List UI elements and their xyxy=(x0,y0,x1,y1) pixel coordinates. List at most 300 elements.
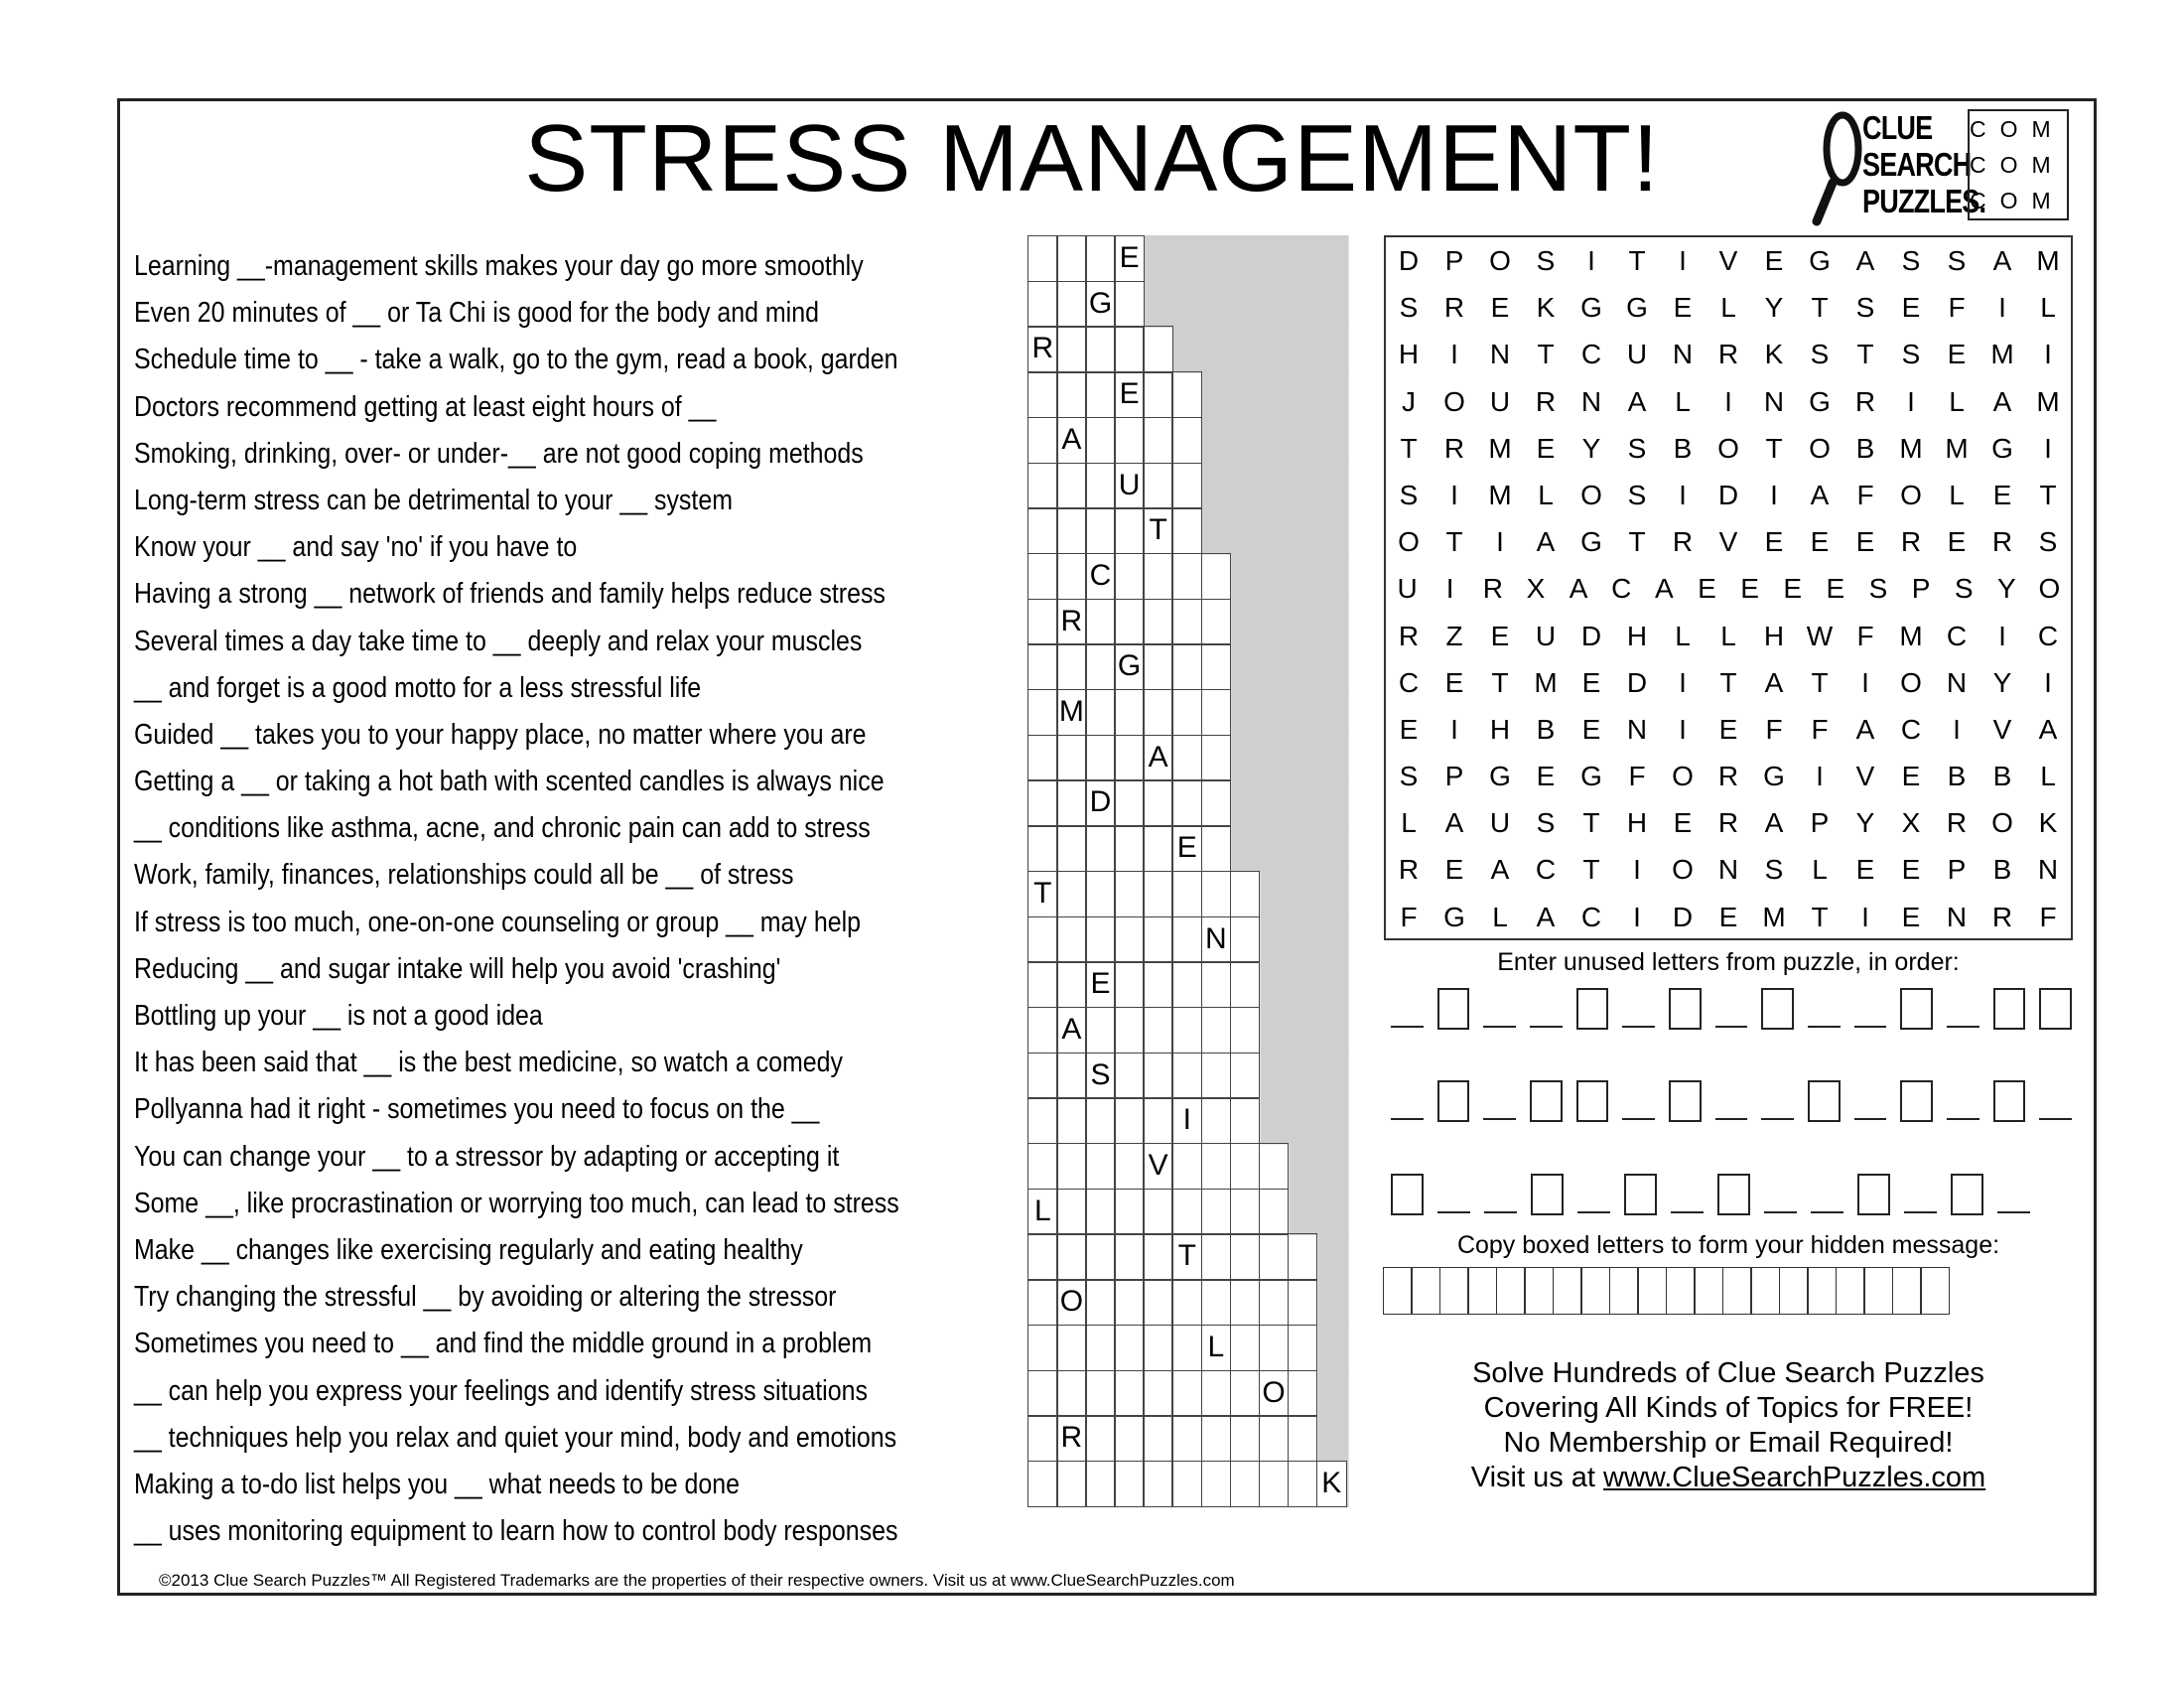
ladder-cell[interactable] xyxy=(1027,1097,1058,1144)
word-search-letter[interactable]: S xyxy=(1399,479,1419,510)
ladder-cell[interactable] xyxy=(1201,1370,1232,1417)
word-search-letter[interactable]: X xyxy=(1901,807,1921,839)
word-search-letter[interactable]: E xyxy=(1581,666,1601,698)
word-search-letter[interactable]: E xyxy=(1718,713,1738,745)
ladder-cell[interactable] xyxy=(1056,1461,1087,1507)
word-search-letter[interactable]: F xyxy=(1628,761,1646,792)
word-search-letter[interactable]: I xyxy=(1861,666,1869,698)
letter-blank[interactable] xyxy=(1622,1026,1655,1028)
word-search-letter[interactable]: R xyxy=(1717,761,1739,792)
word-search-letter[interactable]: K xyxy=(1764,339,1784,370)
ladder-cell[interactable] xyxy=(1171,1370,1202,1417)
boxed-letter-slot[interactable] xyxy=(1530,1080,1563,1122)
ladder-cell[interactable] xyxy=(1085,871,1116,917)
word-search-letter[interactable]: E xyxy=(1901,901,1921,932)
ladder-cell[interactable] xyxy=(1085,825,1116,872)
word-search-letter[interactable]: O xyxy=(1809,432,1831,464)
ladder-cell[interactable] xyxy=(1085,371,1116,418)
ladder-cell[interactable] xyxy=(1171,961,1202,1008)
word-search-letter[interactable]: C xyxy=(1398,666,1420,698)
ladder-cell[interactable] xyxy=(1171,643,1202,690)
word-search-letter[interactable]: T xyxy=(2039,479,2057,510)
word-search-letter[interactable]: S xyxy=(1901,339,1921,370)
ladder-cell[interactable] xyxy=(1114,825,1145,872)
word-search-letter[interactable]: T xyxy=(1445,526,1463,558)
ladder-cell[interactable] xyxy=(1085,1461,1116,1507)
word-search-letter[interactable]: E xyxy=(1490,620,1510,651)
ladder-cell[interactable] xyxy=(1056,871,1087,917)
ladder-cell[interactable] xyxy=(1114,281,1145,328)
word-search-letter[interactable]: L xyxy=(1720,292,1736,324)
message-cell[interactable] xyxy=(1863,1267,1893,1315)
word-search-letter[interactable]: E xyxy=(1901,854,1921,886)
message-cell[interactable] xyxy=(1694,1267,1723,1315)
ladder-cell[interactable] xyxy=(1056,825,1087,872)
letter-blank[interactable] xyxy=(2039,1118,2072,1120)
ladder-cell[interactable] xyxy=(1143,871,1173,917)
ladder-cell[interactable] xyxy=(1230,1461,1261,1507)
word-search-letter[interactable]: A xyxy=(1536,901,1556,932)
word-search-letter[interactable]: U xyxy=(1489,385,1511,417)
ladder-given-letter[interactable]: S xyxy=(1085,1053,1116,1099)
word-search-letter[interactable]: I xyxy=(2044,432,2052,464)
word-search-letter[interactable]: A xyxy=(1992,245,2012,276)
ladder-cell[interactable] xyxy=(1085,689,1116,736)
word-search-letter[interactable]: N xyxy=(1946,901,1968,932)
word-search-letter[interactable]: R xyxy=(1946,807,1968,839)
word-search-letter[interactable]: E xyxy=(1718,901,1738,932)
ladder-given-letter[interactable]: R xyxy=(1027,326,1058,372)
ladder-given-letter[interactable]: E xyxy=(1114,371,1145,418)
word-search-letter[interactable]: J xyxy=(1402,385,1416,417)
word-search-letter[interactable]: I xyxy=(1450,339,1458,370)
ladder-cell[interactable] xyxy=(1288,1279,1318,1326)
letter-blank[interactable] xyxy=(1947,1026,1979,1028)
boxed-letter-slot[interactable] xyxy=(1391,1174,1424,1215)
word-search-letter[interactable]: H xyxy=(1763,620,1785,651)
word-search-letter[interactable]: M xyxy=(2036,385,2060,417)
word-search-letter[interactable]: G xyxy=(1489,761,1511,792)
ladder-cell[interactable] xyxy=(1085,326,1116,372)
ladder-cell[interactable] xyxy=(1143,1233,1173,1280)
word-search-letter[interactable]: H xyxy=(1626,620,1648,651)
ladder-cell[interactable] xyxy=(1114,961,1145,1008)
word-search-letter[interactable]: R xyxy=(1443,432,1465,464)
word-search-letter[interactable]: L xyxy=(1812,854,1828,886)
ladder-cell[interactable] xyxy=(1143,1279,1173,1326)
word-search-letter[interactable]: R xyxy=(1717,339,1739,370)
word-search-letter[interactable]: N xyxy=(1717,854,1739,886)
ladder-cell[interactable] xyxy=(1201,779,1232,826)
ladder-given-letter[interactable]: L xyxy=(1027,1189,1058,1235)
boxed-letter-slot[interactable] xyxy=(1531,1174,1564,1215)
boxed-letter-slot[interactable] xyxy=(1437,988,1470,1030)
word-search-letter[interactable]: C xyxy=(1946,620,1968,651)
letter-blank[interactable] xyxy=(1854,1118,1887,1120)
ladder-given-letter[interactable]: T xyxy=(1143,507,1173,554)
message-cell[interactable] xyxy=(1779,1267,1809,1315)
word-search-letter[interactable]: M xyxy=(1488,479,1512,510)
word-search-letter[interactable]: A xyxy=(1764,807,1784,839)
letter-blank[interactable] xyxy=(1904,1211,1937,1213)
word-search-letter[interactable]: E xyxy=(1901,761,1921,792)
letter-blank[interactable] xyxy=(1391,1118,1424,1120)
ladder-cell[interactable] xyxy=(1114,553,1145,600)
ladder-cell[interactable] xyxy=(1171,463,1202,509)
ladder-cell[interactable] xyxy=(1027,1370,1058,1417)
word-search-letter[interactable]: P xyxy=(1444,761,1464,792)
ladder-cell[interactable] xyxy=(1288,1233,1318,1280)
word-search-letter[interactable]: C xyxy=(1580,901,1602,932)
word-search-letter[interactable]: E xyxy=(1490,292,1510,324)
word-search-letter[interactable]: P xyxy=(1911,573,1931,605)
word-search-letter[interactable]: T xyxy=(1537,339,1555,370)
ladder-cell[interactable] xyxy=(1259,1415,1290,1462)
boxed-letter-slot[interactable] xyxy=(1808,1080,1841,1122)
word-search-letter[interactable]: B xyxy=(1947,761,1967,792)
ladder-cell[interactable] xyxy=(1201,1233,1232,1280)
ladder-cell[interactable] xyxy=(1027,553,1058,600)
word-search-letter[interactable]: I xyxy=(1953,713,1961,745)
word-search-letter[interactable]: G xyxy=(1580,761,1602,792)
ladder-cell[interactable] xyxy=(1085,235,1116,282)
word-search-letter[interactable]: E xyxy=(1783,573,1803,605)
word-search-letter[interactable]: U xyxy=(1397,573,1418,605)
word-search-letter[interactable]: N xyxy=(2037,854,2059,886)
word-search-letter[interactable]: S xyxy=(1954,573,1974,605)
ladder-given-letter[interactable]: N xyxy=(1201,916,1232,963)
boxed-letter-slot[interactable] xyxy=(2039,988,2072,1030)
ladder-cell[interactable] xyxy=(1259,1189,1290,1235)
letter-blank[interactable] xyxy=(1577,1211,1610,1213)
word-search-letter[interactable]: T xyxy=(1856,339,1874,370)
word-search-letter[interactable]: A xyxy=(1444,807,1464,839)
word-search-letter[interactable]: E xyxy=(1536,432,1556,464)
word-search-letter[interactable]: Y xyxy=(1996,573,2016,605)
ladder-cell[interactable] xyxy=(1114,689,1145,736)
word-search-letter[interactable]: T xyxy=(1628,526,1646,558)
ladder-cell[interactable] xyxy=(1230,1189,1261,1235)
word-search-letter[interactable]: R xyxy=(1443,292,1465,324)
word-search-letter[interactable]: I xyxy=(1724,385,1732,417)
boxed-letter-slot[interactable] xyxy=(1576,1080,1609,1122)
word-search-letter[interactable]: D xyxy=(1580,620,1602,651)
ladder-cell[interactable] xyxy=(1114,507,1145,554)
ladder-cell[interactable] xyxy=(1143,1097,1173,1144)
word-search-letter[interactable]: E xyxy=(1698,573,1716,605)
ladder-cell[interactable] xyxy=(1143,417,1173,464)
ladder-cell[interactable] xyxy=(1085,507,1116,554)
ladder-cell[interactable] xyxy=(1230,1007,1261,1054)
ladder-cell[interactable] xyxy=(1056,1370,1087,1417)
word-search-letter[interactable]: S xyxy=(1399,292,1419,324)
ladder-cell[interactable] xyxy=(1114,1325,1145,1371)
ladder-given-letter[interactable]: D xyxy=(1085,779,1116,826)
ladder-given-letter[interactable]: E xyxy=(1114,235,1145,282)
ladder-cell[interactable] xyxy=(1143,961,1173,1008)
word-search-letter[interactable]: T xyxy=(1765,432,1783,464)
ladder-cell[interactable] xyxy=(1171,371,1202,418)
ladder-given-letter[interactable]: C xyxy=(1085,553,1116,600)
ladder-cell[interactable] xyxy=(1114,735,1145,781)
ladder-cell[interactable] xyxy=(1027,1233,1058,1280)
ladder-cell[interactable] xyxy=(1085,643,1116,690)
ladder-cell[interactable] xyxy=(1027,599,1058,645)
ladder-given-letter[interactable]: M xyxy=(1056,689,1087,736)
boxed-letter-slot[interactable] xyxy=(1900,1080,1933,1122)
ladder-cell[interactable] xyxy=(1027,235,1058,282)
word-search-letter[interactable]: R xyxy=(1991,526,2013,558)
word-search-letter[interactable]: L xyxy=(1538,479,1554,510)
word-search-letter[interactable]: C xyxy=(2037,620,2059,651)
word-search-letter[interactable]: I xyxy=(1679,245,1687,276)
word-search-letter[interactable]: M xyxy=(1488,432,1512,464)
word-search-letter[interactable]: L xyxy=(1720,620,1736,651)
message-cell[interactable] xyxy=(1524,1267,1554,1315)
ladder-cell[interactable] xyxy=(1027,825,1058,872)
ladder-given-letter[interactable]: K xyxy=(1316,1461,1347,1507)
word-search-letter[interactable]: O xyxy=(1717,432,1739,464)
ladder-cell[interactable] xyxy=(1027,643,1058,690)
word-search-letter[interactable]: R xyxy=(1854,385,1876,417)
word-search-letter[interactable]: A xyxy=(1810,479,1830,510)
ladder-cell[interactable] xyxy=(1114,1279,1145,1326)
word-search-letter[interactable]: K xyxy=(2038,807,2058,839)
boxed-letter-slot[interactable] xyxy=(1576,988,1609,1030)
ladder-cell[interactable] xyxy=(1056,1233,1087,1280)
ladder-cell[interactable] xyxy=(1027,1007,1058,1054)
word-search-letter[interactable]: L xyxy=(1675,620,1691,651)
word-search-letter[interactable]: V xyxy=(1718,526,1738,558)
word-search-letter[interactable]: O xyxy=(1443,385,1465,417)
ladder-cell[interactable] xyxy=(1201,1279,1232,1326)
ladder-cell[interactable] xyxy=(1259,1233,1290,1280)
word-search-letter[interactable]: I xyxy=(1907,385,1915,417)
word-search-letter[interactable]: O xyxy=(1489,245,1511,276)
ladder-cell[interactable] xyxy=(1114,1189,1145,1235)
letter-blank[interactable] xyxy=(1997,1211,2030,1213)
letter-blank[interactable] xyxy=(1622,1118,1655,1120)
word-search-letter[interactable]: L xyxy=(1949,385,1965,417)
ladder-cell[interactable] xyxy=(1143,326,1173,372)
word-search-letter[interactable]: R xyxy=(1398,854,1420,886)
ladder-cell[interactable] xyxy=(1085,1279,1116,1326)
ladder-cell[interactable] xyxy=(1027,463,1058,509)
ladder-cell[interactable] xyxy=(1056,779,1087,826)
ladder-cell[interactable] xyxy=(1085,735,1116,781)
boxed-letter-slot[interactable] xyxy=(1900,988,1933,1030)
ladder-cell[interactable] xyxy=(1171,553,1202,600)
word-search-letter[interactable]: S xyxy=(1627,432,1647,464)
ladder-cell[interactable] xyxy=(1056,1325,1087,1371)
word-search-letter[interactable]: A xyxy=(1490,854,1510,886)
ladder-given-letter[interactable]: O xyxy=(1259,1370,1290,1417)
message-cell[interactable] xyxy=(1496,1267,1526,1315)
word-search-letter[interactable]: C xyxy=(1611,573,1632,605)
word-search-letter[interactable]: G xyxy=(1580,292,1602,324)
ladder-cell[interactable] xyxy=(1171,1415,1202,1462)
word-search-letter[interactable]: O xyxy=(1900,666,1922,698)
ladder-cell[interactable] xyxy=(1201,825,1232,872)
ladder-given-letter[interactable]: O xyxy=(1056,1279,1087,1326)
word-search-letter[interactable]: I xyxy=(1633,854,1641,886)
word-search-letter[interactable]: S xyxy=(1399,761,1419,792)
word-search-letter[interactable]: P xyxy=(1947,854,1967,886)
ladder-cell[interactable] xyxy=(1143,643,1173,690)
ladder-cell[interactable] xyxy=(1056,507,1087,554)
word-search-letter[interactable]: L xyxy=(2040,761,2056,792)
message-cell[interactable] xyxy=(1580,1267,1610,1315)
letter-blank[interactable] xyxy=(1764,1211,1797,1213)
ladder-cell[interactable] xyxy=(1056,735,1087,781)
letter-blank[interactable] xyxy=(1391,1026,1424,1028)
ladder-cell[interactable] xyxy=(1201,1461,1232,1507)
ladder-cell[interactable] xyxy=(1288,1370,1318,1417)
ladder-cell[interactable] xyxy=(1085,1325,1116,1371)
ladder-cell[interactable] xyxy=(1201,735,1232,781)
ladder-cell[interactable] xyxy=(1171,916,1202,963)
ladder-cell[interactable] xyxy=(1143,1370,1173,1417)
ladder-cell[interactable] xyxy=(1085,1189,1116,1235)
boxed-letter-slot[interactable] xyxy=(1717,1174,1750,1215)
ladder-given-letter[interactable]: G xyxy=(1114,643,1145,690)
ladder-cell[interactable] xyxy=(1085,463,1116,509)
word-search-letter[interactable]: H xyxy=(1626,807,1648,839)
word-search-letter[interactable]: T xyxy=(1491,666,1509,698)
word-search-letter[interactable]: I xyxy=(1679,666,1687,698)
ladder-cell[interactable] xyxy=(1201,1415,1232,1462)
message-cell[interactable] xyxy=(1467,1267,1497,1315)
ladder-cell[interactable] xyxy=(1056,463,1087,509)
word-search-letter[interactable]: A xyxy=(1654,573,1674,605)
word-search-letter[interactable]: B xyxy=(1992,854,2012,886)
ladder-cell[interactable] xyxy=(1143,1189,1173,1235)
letter-blank[interactable] xyxy=(1854,1026,1887,1028)
word-search-letter[interactable]: I xyxy=(1633,901,1641,932)
word-search-letter[interactable]: R xyxy=(1672,526,1694,558)
word-search-letter[interactable]: I xyxy=(1770,479,1778,510)
ladder-cell[interactable] xyxy=(1056,553,1087,600)
word-search-letter[interactable]: L xyxy=(1675,385,1691,417)
word-search-letter[interactable]: N xyxy=(1946,666,1968,698)
word-search-letter[interactable]: E xyxy=(1855,854,1875,886)
ladder-cell[interactable] xyxy=(1056,643,1087,690)
word-search-letter[interactable]: S xyxy=(1901,245,1921,276)
word-search-letter[interactable]: E xyxy=(1764,526,1784,558)
ladder-cell[interactable] xyxy=(1201,1097,1232,1144)
word-search-letter[interactable]: Y xyxy=(1764,292,1784,324)
word-search-letter[interactable]: I xyxy=(1998,620,2006,651)
word-search-letter[interactable]: P xyxy=(1810,807,1830,839)
message-cell[interactable] xyxy=(1836,1267,1865,1315)
word-search-letter[interactable]: Y xyxy=(1855,807,1875,839)
word-search-letter[interactable]: F xyxy=(1400,901,1418,932)
word-search-letter[interactable]: A xyxy=(1992,385,2012,417)
ladder-cell[interactable] xyxy=(1027,281,1058,328)
word-search-letter[interactable]: T xyxy=(1811,666,1829,698)
ladder-cell[interactable] xyxy=(1056,371,1087,418)
ladder-cell[interactable] xyxy=(1230,961,1261,1008)
word-search-letter[interactable]: O xyxy=(2038,573,2061,605)
ladder-cell[interactable] xyxy=(1259,1143,1290,1190)
word-search-letter[interactable]: L xyxy=(2040,292,2056,324)
word-search-letter[interactable]: U xyxy=(1489,807,1511,839)
word-search-letter[interactable]: N xyxy=(1672,339,1694,370)
ladder-cell[interactable] xyxy=(1201,553,1232,600)
ladder-cell[interactable] xyxy=(1171,1461,1202,1507)
ladder-cell[interactable] xyxy=(1027,1415,1058,1462)
ladder-cell[interactable] xyxy=(1259,1279,1290,1326)
word-search-letter[interactable]: O xyxy=(1672,761,1694,792)
word-search-letter[interactable]: F xyxy=(1811,713,1829,745)
ladder-cell[interactable] xyxy=(1027,507,1058,554)
ladder-cell[interactable] xyxy=(1056,1097,1087,1144)
ladder-cell[interactable] xyxy=(1027,417,1058,464)
word-search-letter[interactable]: R xyxy=(1398,620,1420,651)
ladder-given-letter[interactable]: A xyxy=(1056,1007,1087,1054)
word-search-letter[interactable]: X xyxy=(1526,573,1546,605)
word-search-letter[interactable]: O xyxy=(1580,479,1602,510)
word-search-letter[interactable]: O xyxy=(1991,807,2013,839)
ladder-cell[interactable] xyxy=(1143,779,1173,826)
word-search-letter[interactable]: F xyxy=(1856,620,1874,651)
word-search-letter[interactable]: D xyxy=(1626,666,1648,698)
letter-blank[interactable] xyxy=(1715,1026,1748,1028)
word-search-letter[interactable]: N xyxy=(1489,339,1511,370)
letter-blank[interactable] xyxy=(1437,1211,1470,1213)
word-search-letter[interactable]: E xyxy=(1947,339,1967,370)
ladder-cell[interactable] xyxy=(1288,1325,1318,1371)
ladder-cell[interactable] xyxy=(1056,1189,1087,1235)
word-search-letter[interactable]: T xyxy=(1582,854,1600,886)
ladder-cell[interactable] xyxy=(1085,1097,1116,1144)
boxed-letter-slot[interactable] xyxy=(1669,988,1702,1030)
ladder-cell[interactable] xyxy=(1143,1325,1173,1371)
word-search-letter[interactable]: E xyxy=(1992,479,2012,510)
word-search-letter[interactable]: S xyxy=(1810,339,1830,370)
ladder-cell[interactable] xyxy=(1171,417,1202,464)
boxed-letter-slot[interactable] xyxy=(1857,1174,1890,1215)
word-search-letter[interactable]: F xyxy=(2039,901,2057,932)
boxed-letter-slot[interactable] xyxy=(1669,1080,1702,1122)
word-search-letter[interactable]: B xyxy=(1855,432,1875,464)
word-search-letter[interactable]: M xyxy=(1899,432,1923,464)
word-search-letter[interactable]: C xyxy=(1580,339,1602,370)
word-search-letter[interactable]: E xyxy=(1947,526,1967,558)
ladder-cell[interactable] xyxy=(1114,1233,1145,1280)
word-search-letter[interactable]: T xyxy=(1811,292,1829,324)
word-search-letter[interactable]: V xyxy=(1855,761,1875,792)
word-search-letter[interactable]: Y xyxy=(1992,666,2012,698)
boxed-letter-slot[interactable] xyxy=(1993,988,2026,1030)
word-search-letter[interactable]: I xyxy=(1679,479,1687,510)
letter-blank[interactable] xyxy=(1808,1026,1841,1028)
word-search-letter[interactable]: N xyxy=(1580,385,1602,417)
word-search-letter[interactable]: G xyxy=(1443,901,1465,932)
letter-blank[interactable] xyxy=(1715,1118,1748,1120)
ladder-cell[interactable] xyxy=(1114,1415,1145,1462)
word-search-letter[interactable]: I xyxy=(1496,526,1504,558)
letter-blank[interactable] xyxy=(1484,1211,1517,1213)
word-search-letter[interactable]: M xyxy=(1899,620,1923,651)
word-search-letter[interactable]: C xyxy=(1900,713,1922,745)
word-search-letter[interactable]: T xyxy=(1719,666,1737,698)
ladder-cell[interactable] xyxy=(1201,689,1232,736)
letter-blank[interactable] xyxy=(1811,1211,1843,1213)
ladder-cell[interactable] xyxy=(1085,1370,1116,1417)
ladder-cell[interactable] xyxy=(1143,1053,1173,1099)
letter-blank[interactable] xyxy=(1671,1211,1704,1213)
